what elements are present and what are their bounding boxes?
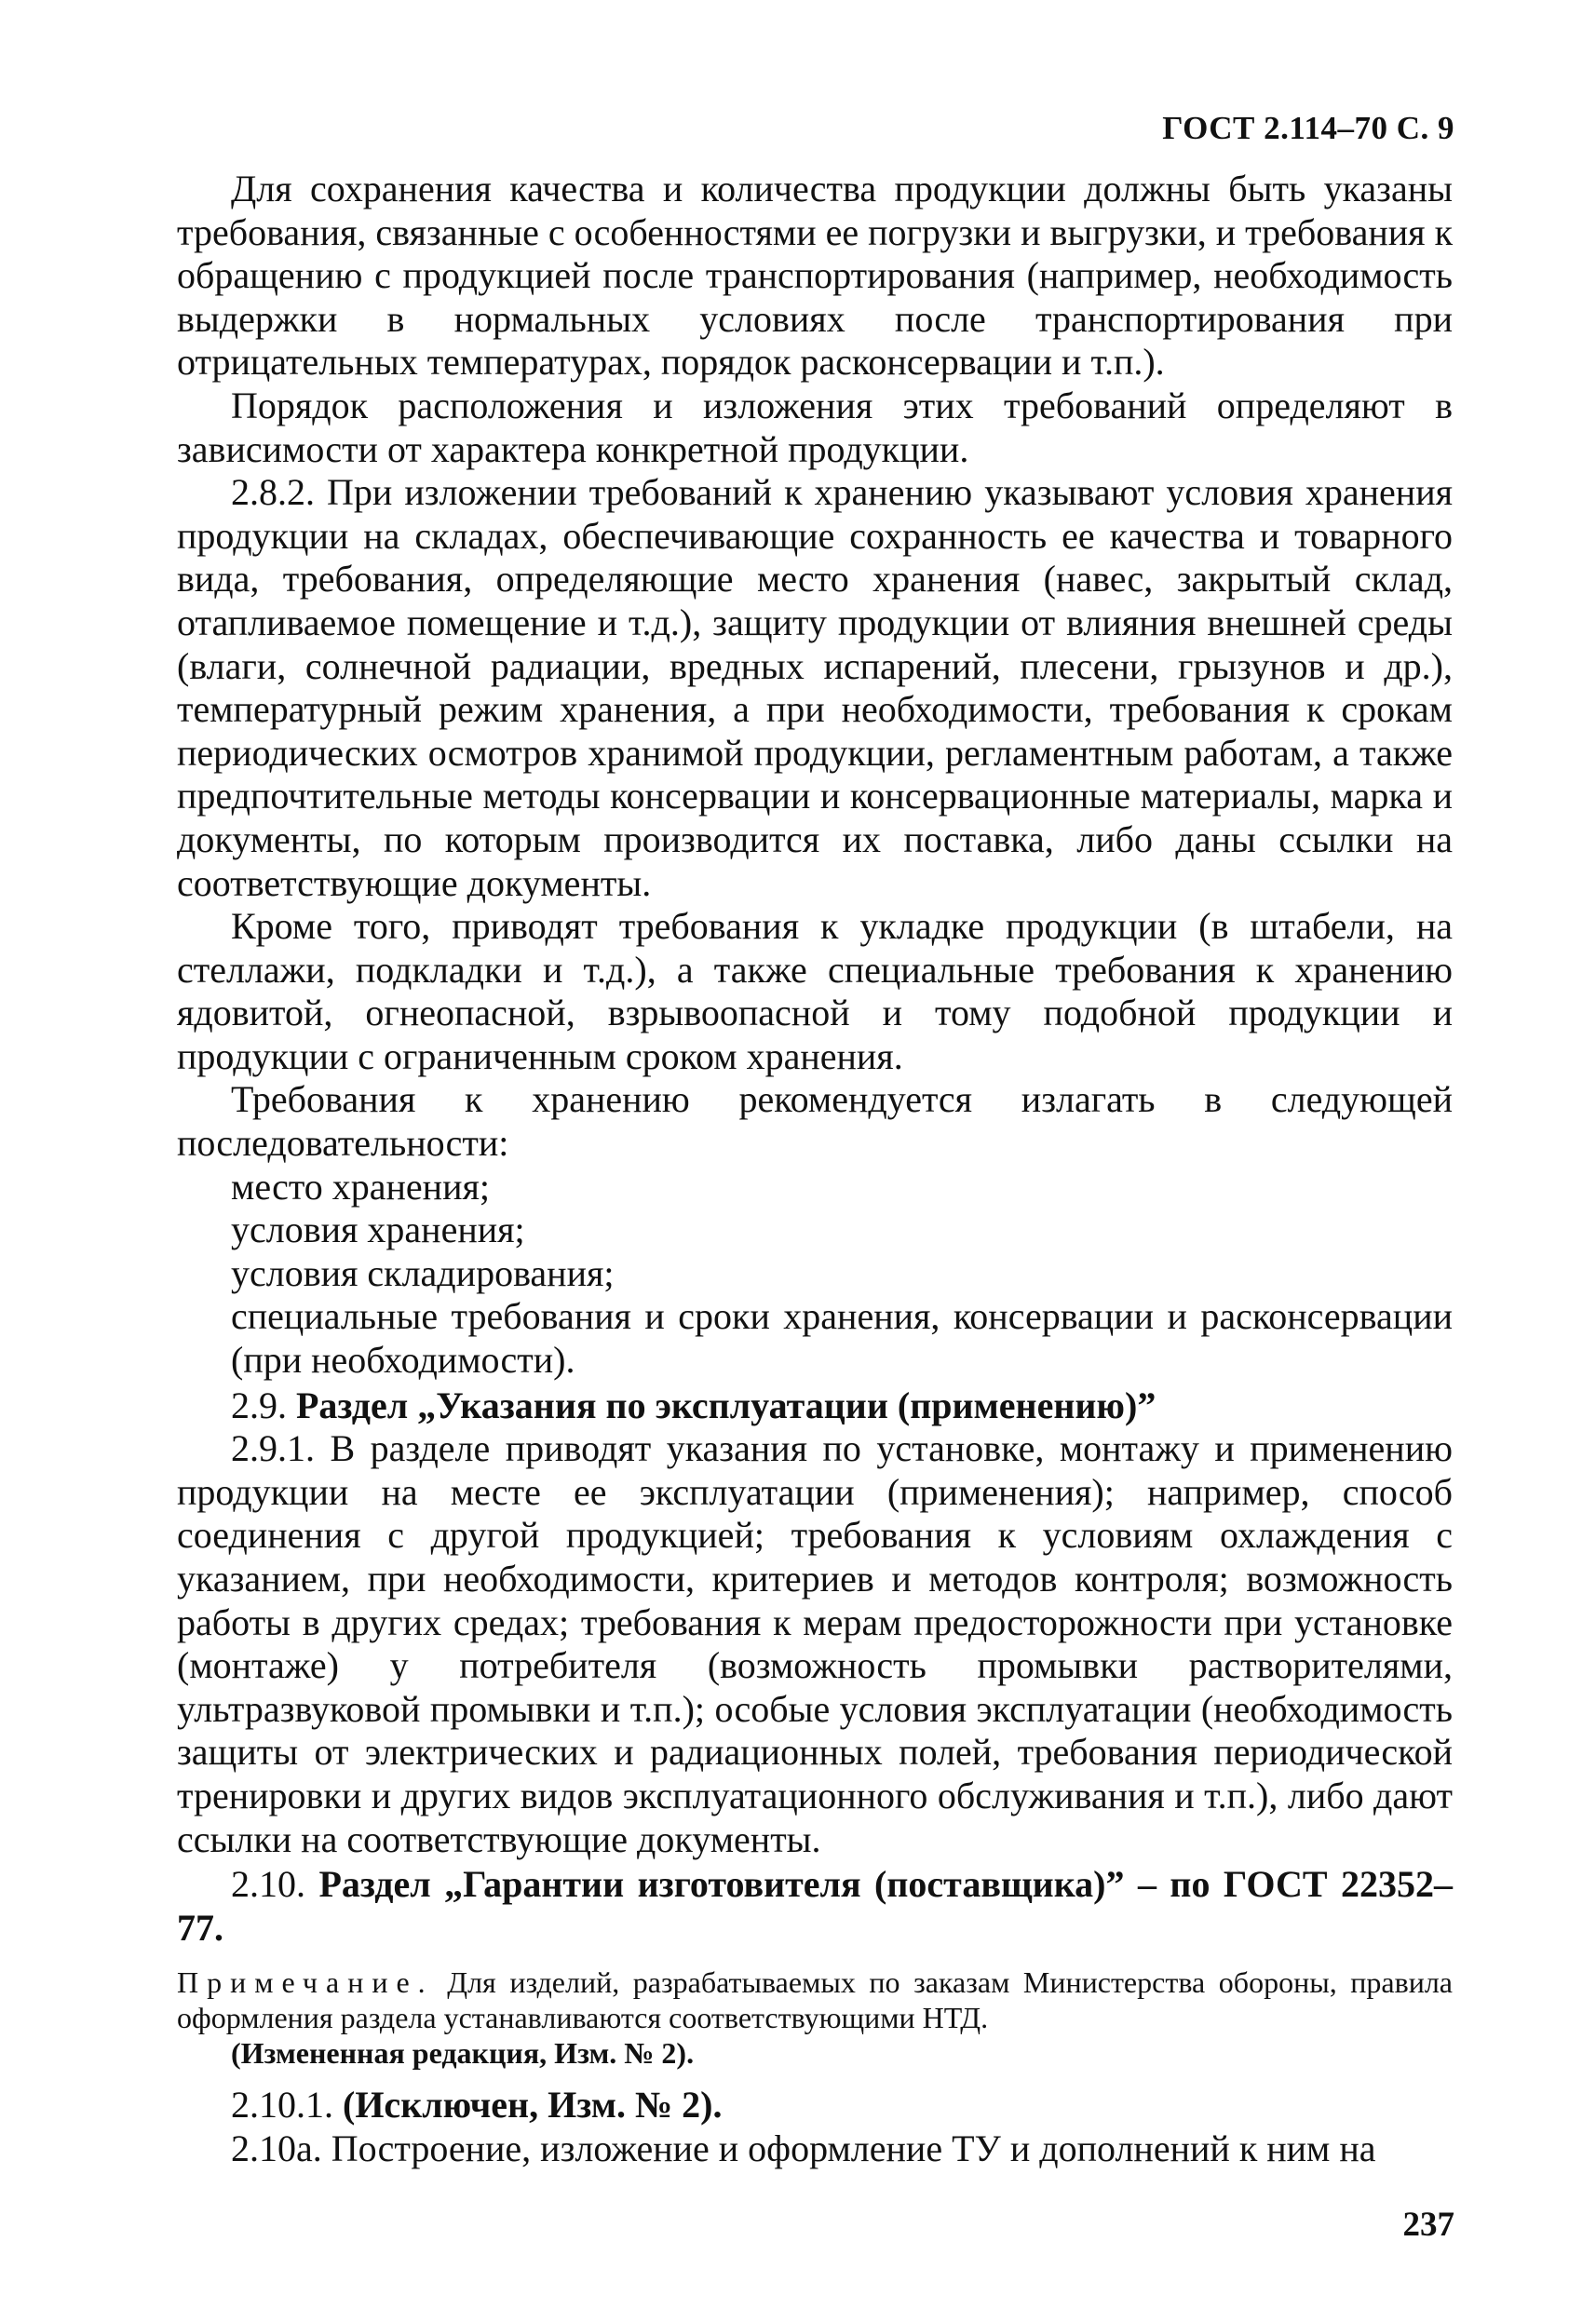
section-2-10-1-text: (Исключен, Изм. № 2). [343, 2084, 723, 2127]
paragraph-handling-requirements: Для сохранения качества и количества продукции должны быть указаны требования, связанные с особенностями ее погрузки и выгрузки, и требования к обращению с продукцией после транспортирования (например, необходимость выдержки в нормальных условиях после транспортирования при отрицательных температурах, порядок расконсервации и т.п.). [177, 168, 1453, 384]
paragraph-2-10a: 2.10а. Построение, изложение и оформление ТУ и дополнений к ним на [231, 2127, 1376, 2169]
note-text: Для изделий, разрабатываемых по заказам Министерства обороны, правила оформления раздела устанавливаются соответствующими НТД. [177, 1965, 1454, 2035]
list-item-warehousing-conditions: условия складирования; [231, 1251, 615, 1294]
note-paragraph [177, 1965, 1453, 2035]
page-number: 237 [1402, 2206, 1454, 2244]
paragraph-stacking-requirements: Кроме того, приводят требования к укладке продукции (в штабели, на стеллажи, подкладки и т.д.), а также специальные требования к хранению ядовитой, огнеопасной, взрывоопасной и тому подобной продукции и продукции с ограниченным сроком хранения. [177, 905, 1453, 1077]
section-2-10-1-number: 2.10.1. [231, 2084, 333, 2127]
section-2-9-number: 2.9. [231, 1384, 287, 1426]
paragraph-storage-requirements: 2.8.2. При изложении требований к хранению указывают условия хранения продукции на складах, обеспечивающие сохранность ее качества и товарного вида, требования, определяющие место хранения (навес, закрытый склад, отапливаемое помещение и т.д.), защиту продукции от влияния внешней среды (влаги, солнечной радиации, вредных испарений, плесени, грызунов и др.), температурный режим хранения, а при необходимости, требования к срокам периодических осмотров хранимой продукции, регламентным работам, а также предпочтительные методы консервации и консервационные материалы, марка и документы, по которым производится их поставка, либо даны ссылки на соответствующие документы. [177, 471, 1453, 904]
paragraph-order-of-requirements: Порядок расположения и изложения этих требований определяют в зависимости от характера конкретной продукции. [177, 384, 1453, 470]
paragraph-storage-sequence: Требования к хранению рекомендуется излагать в следующей последовательности: [177, 1078, 1453, 1165]
paragraph-operation-instructions: 2.9.1. В разделе приводят указания по установке, монтажу и применению продукции на месте ее эксплуатации (применения); например, способ соединения с другой продукцией; требования к условиям охлаждения с указанием, при необходимости, критериев и методов контроля; возможность работы в других средах; требования к мерам предосторожности при установке (монтаже) у потребителя (возможность промывки растворителями, ультразвуковой промывки и т.п.); особые условия эксплуатации (необходимость защиты от электрических и радиационных полей, требования периодической тренировки и других видов эксплуатационного обслуживания и т.п.), либо дают ссылки на соответствующие документы. [177, 1427, 1453, 1860]
document-body [177, 168, 1453, 2171]
note-amendment: (Измененная редакция, Изм. № 2). [231, 2036, 695, 2071]
section-2-10-title: Раздел „Гарантии изготовителя (поставщика)” – по ГОСТ 22352–77. [177, 1863, 1454, 1949]
section-2-9-heading [177, 1384, 1453, 1428]
section-2-10-number: 2.10. [231, 1863, 305, 1906]
section-2-10-1-heading [177, 2084, 1453, 2127]
running-header: ГОСТ 2.114–70 С. 9 [1162, 110, 1454, 146]
list-item-storage-place: место хранения; [231, 1165, 491, 1208]
section-2-9-title: Раздел „Указания по эксплуатации (применению)” [296, 1384, 1156, 1426]
list-item-special-requirements-text: специальные требования и сроки хранения, консервации и расконсервации (при необходимости). [231, 1295, 1453, 1382]
list-item-storage-conditions: условия хранения; [231, 1209, 525, 1251]
list-item-special-requirements [177, 1295, 1453, 1382]
note-label: Примечание. [177, 1965, 434, 2000]
section-2-10-heading [177, 1863, 1453, 1950]
